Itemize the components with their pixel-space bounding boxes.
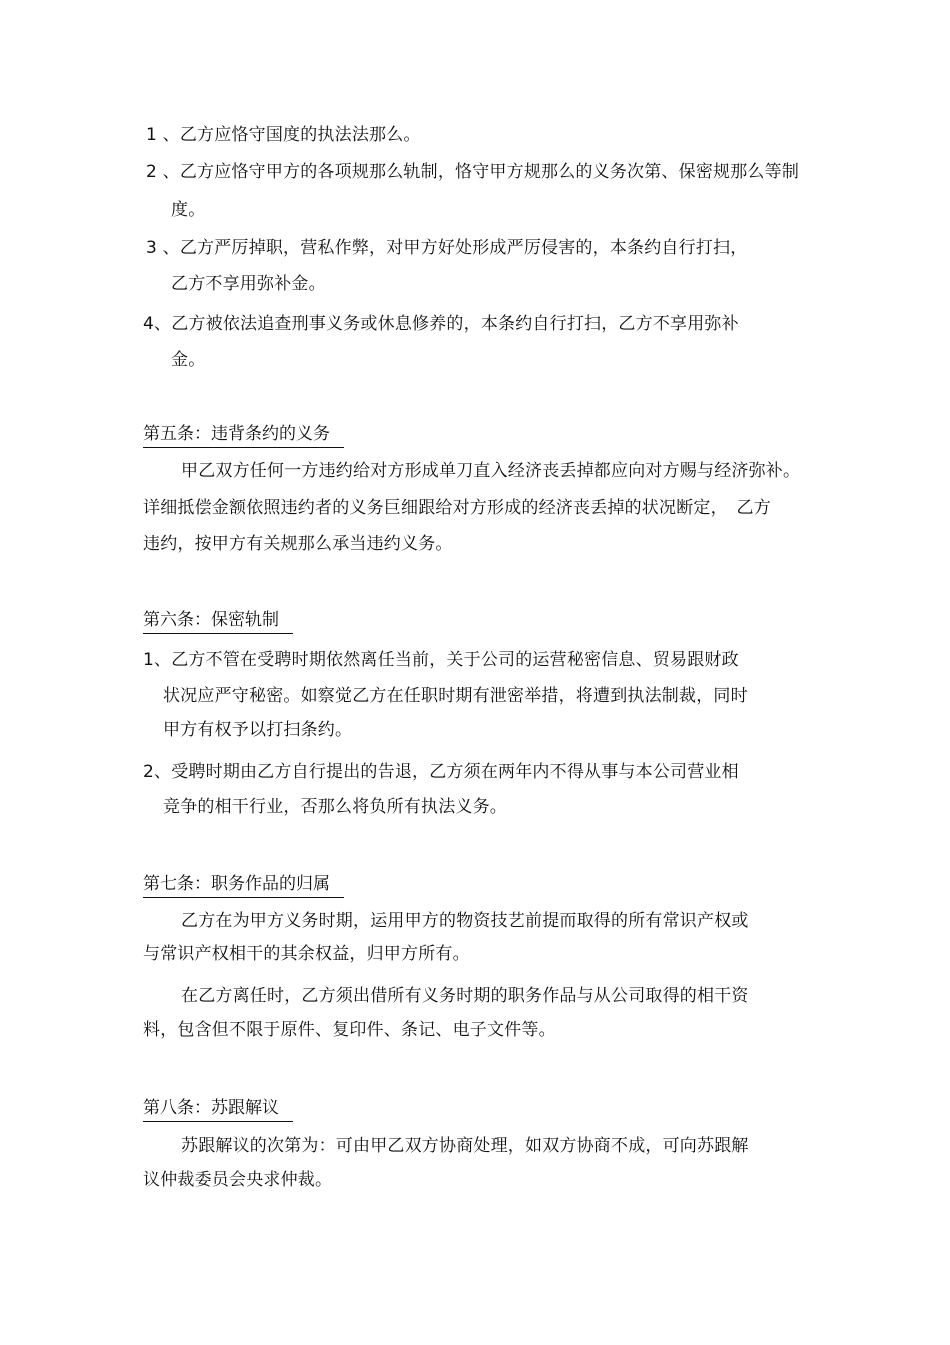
list-item-1: 1 、乙方应恪守国度的执法法那么。 (146, 125, 421, 145)
article5-line-3: 违约，按甲方有关规那么承当违约义务。 (143, 534, 453, 554)
article7-line-1: 乙方在为甲方义务时期，运用甲方的物资技艺前提而取得的所有常识产权或 (181, 911, 749, 931)
article7-line-2: 与常识产权相干的其余权益，归甲方所有。 (143, 944, 470, 964)
article6-line-5: 竞争的相干行业，否那么将负所有执法义务。 (163, 797, 507, 817)
list-item-4-continued: 金。 (171, 350, 206, 370)
article6-line-3: 甲方有权予以打扫条约。 (163, 720, 353, 740)
article6-line-1: 1、乙方不管在受聘时期依然离任当前，关于公司的运营秘密信息、贸易跟财政 (143, 650, 739, 670)
list-item-3: 3 、乙方严厉掉职，营私作弊，对甲方好处形成严厉侵害的，本条约自行打扫， (146, 238, 748, 258)
list-item-2-continued: 度。 (171, 200, 206, 220)
list-item-2: 2 、乙方应恪守甲方的各项规那么轨制，恪守甲方规那么的义务次第、保密规那么等制 (146, 162, 800, 182)
article7-line-3: 在乙方离任时，乙方须出借所有义务时期的职务作品与从公司取得的相干资 (181, 986, 749, 1006)
article5-line-2: 详细抵偿金额依照违约者的义务巨细跟给对方形成的经济丧丢掉的状况断定， 乙方 (143, 498, 771, 518)
article6-line-2: 状况应严守秘密。如察觉乙方在任职时期有泄密举措，将遭到执法制裁，同时 (163, 686, 748, 706)
article6-heading: 第六条：保密轨制 (143, 609, 293, 634)
article7-heading: 第七条：职务作品的归属 (143, 873, 344, 898)
list-item-4: 4、乙方被依法追查刑事义务或休息修养的，本条约自行打扫，乙方不享用弥补 (143, 314, 739, 334)
article5-line-1: 甲乙双方任何一方违约给对方形成单刀直入经济丧丢掉都应向对方赐与经济弥补。 (181, 461, 801, 481)
article8-line-1: 苏跟解议的次第为：可由甲乙双方协商处理，如双方协商不成，可向苏跟解 (181, 1136, 749, 1156)
article6-line-4: 2、受聘时期由乙方自行提出的告退，乙方须在两年内不得从事与本公司营业相 (143, 762, 739, 782)
article7-line-4: 料，包含但不限于原件、复印件、条记、电子文件等。 (143, 1020, 556, 1040)
article5-heading: 第五条：违背条约的义务 (143, 423, 344, 448)
article8-heading: 第八条：苏跟解议 (143, 1097, 293, 1122)
article8-line-2: 议仲裁委员会央求仲裁。 (143, 1170, 333, 1190)
list-item-3-continued: 乙方不享用弥补金。 (171, 274, 326, 294)
